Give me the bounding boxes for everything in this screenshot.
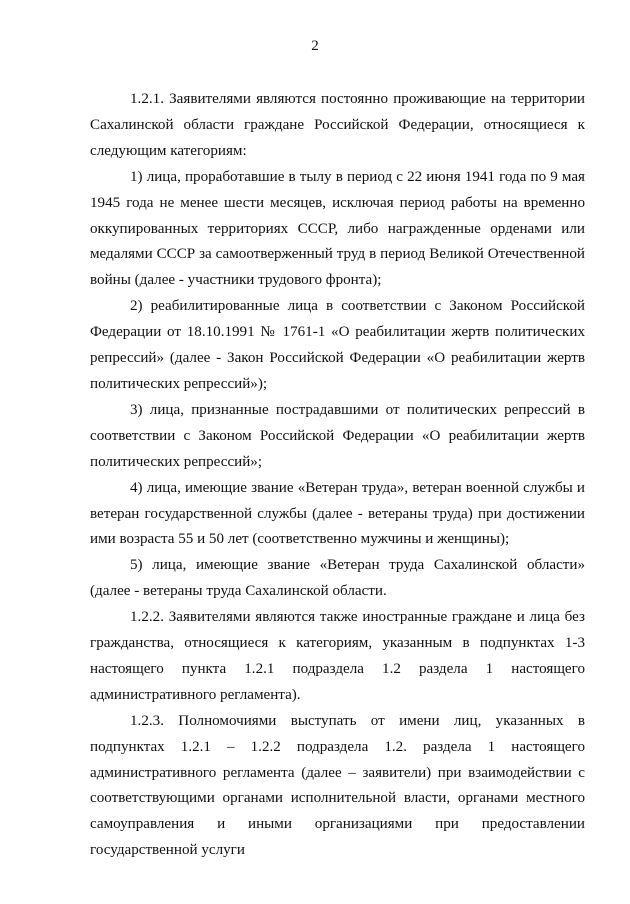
list-item-2: 2) реабилитированные лица в соответствии с Законом Российской Федерации от 18.10.1991 № 1761-1 «О реабилитации жертв политических репрессий» (далее - Закон Российской Федерации «О реабилитации жертв политических репрессий»);	[90, 298, 585, 392]
paragraph-1-2-3: 1.2.3. Полномочиями выступать от имени лиц, указанных в подпунктах 1.2.1 – 1.2.2 подраздела 1.2. раздела 1 настоящего административного регламента (далее – заявители) при взаимодействии с соответствующими органами исполнительной власти, органами местного самоуправления и иными организациями при предоставлении государственной услуги	[90, 712, 585, 859]
list-item-4: 4) лица, имеющие звание «Ветеран труда», ветеран военной службы и ветеран государственной службы (далее - ветераны труда) при достижении ими возраста 55 и 50 лет (соответственно мужчины и женщины);	[90, 479, 585, 548]
page-number: 2	[311, 38, 319, 54]
list-item-1: 1) лица, проработавшие в тылу в период с 22 июня 1941 года по 9 мая 1945 года не менее шести месяцев, исключая период работы на временно оккупированных территориях СССР, либо награжденные орденами или медалями СССР за самоотверженный труд в период Великой Отечественной войны (далее - участники трудового фронта);	[90, 168, 585, 289]
list-item-3: 3) лица, признанные пострадавшими от политических репрессий в соответствии с Законом Российской Федерации «О реабилитации жертв политических репрессий»;	[90, 401, 585, 470]
paragraph-1-2-1: 1.2.1. Заявителями являются постоянно проживающие на территории Сахалинской области граждане Российской Федерации, относящиеся к следующим категориям:	[90, 91, 585, 159]
list-item-5: 5) лица, имеющие звание «Ветеран труда Сахалинской области» (далее - ветераны труда Сахалинской области.	[90, 557, 585, 600]
document-body	[90, 87, 585, 864]
paragraph-1-2-2: 1.2.2. Заявителями являются также иностранные граждане и лица без гражданства, относящиеся к категориям, указанным в подпунктах 1-3 настоящего пункта 1.2.1 подраздела 1.2 раздела 1 настоящего административного регламента).	[90, 609, 585, 703]
